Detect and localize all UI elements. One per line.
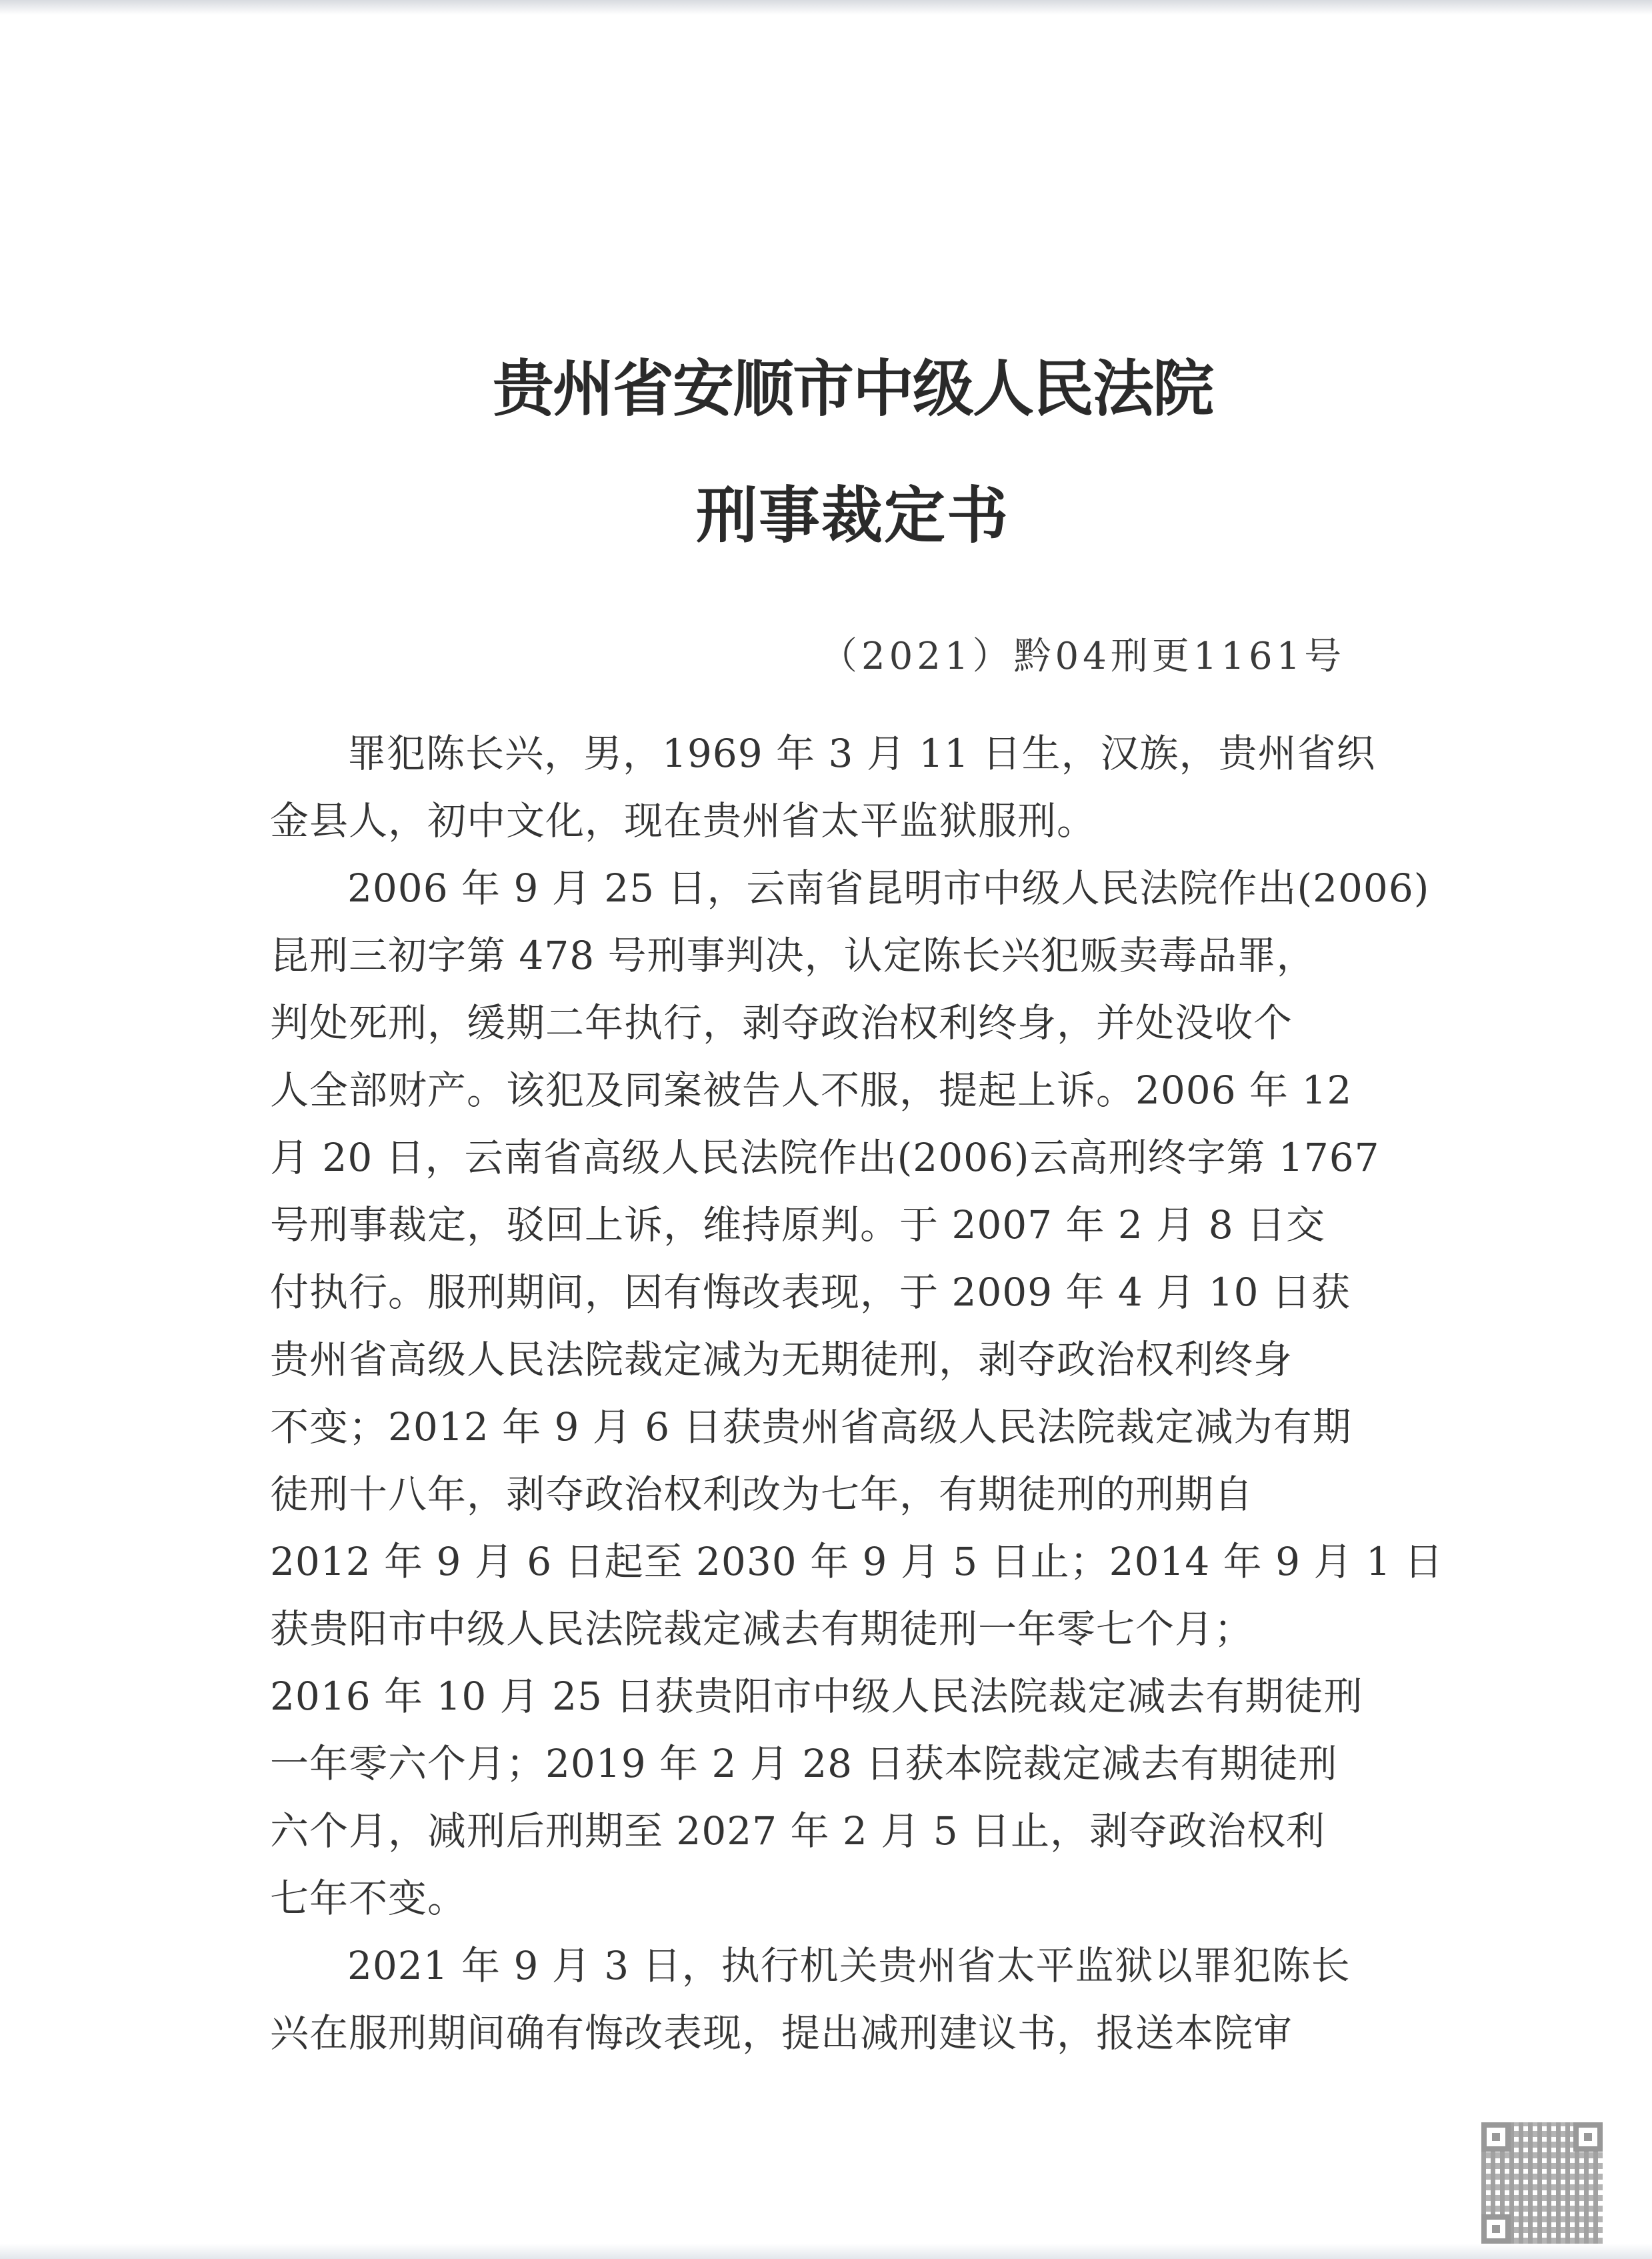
body-line: 七年不变。 [270, 1876, 467, 1921]
body-line: 号刑事裁定，驳回上诉，维持原判。于 2007 年 2 月 8 日交 [270, 1202, 1326, 1248]
body-line: 罪犯陈长兴，男，1969 年 3 月 11 日生，汉族，贵州省织 [347, 731, 1376, 776]
body-line: 付执行。服刑期间，因有悔改表现，于 2009 年 4 月 10 日获 [270, 1270, 1351, 1315]
court-name-heading: 贵州省安顺市中级人民法院 [492, 353, 1213, 425]
document-type-heading: 刑事裁定书 [695, 480, 1009, 551]
body-line: 兴在服刑期间确有悔改表现，提出减刑建议书，报送本院审 [270, 2010, 1293, 2056]
body-line: 六个月，减刑后刑期至 2027 年 2 月 5 日止，剥夺政治权利 [270, 1808, 1326, 1854]
body-line: 不变；2012 年 9 月 6 日获贵州省高级人民法院裁定减为有期 [270, 1404, 1352, 1450]
body-line: 金县人，初中文化，现在贵州省太平监狱服刑。 [270, 798, 1097, 843]
body-line: 2006 年 9 月 25 日，云南省昆明市中级人民法院作出(2006) [347, 865, 1430, 911]
document-body [270, 720, 1444, 2067]
body-line: 昆刑三初字第 478 号刑事判决，认定陈长兴犯贩卖毒品罪， [270, 933, 1316, 978]
body-line: 贵州省高级人民法院裁定减为无期徒刑，剥夺政治权利终身 [270, 1337, 1293, 1382]
case-number: （2021）黔04刑更1161号 [820, 635, 1346, 678]
body-line: 一年零六个月；2019 年 2 月 28 日获本院裁定减去有期徒刑 [270, 1741, 1338, 1786]
scan-bottom-edge [0, 2244, 1652, 2259]
body-line: 2021 年 9 月 3 日，执行机关贵州省太平监狱以罪犯陈长 [347, 1943, 1351, 1988]
qr-code-icon [1481, 2122, 1603, 2244]
body-line: 判处死刑，缓期二年执行，剥夺政治权利终身，并处没收个 [270, 1000, 1293, 1045]
body-line: 获贵阳市中级人民法院裁定减去有期徒刑一年零七个月； [270, 1606, 1254, 1652]
scan-top-edge [0, 0, 1652, 15]
body-line: 徒刑十八年，剥夺政治权利改为七年，有期徒刑的刑期自 [270, 1472, 1254, 1517]
body-line: 月 20 日，云南省高级人民法院作出(2006)云高刑终字第 1767 [270, 1135, 1380, 1180]
body-line: 人全部财产。该犯及同案被告人不服，提起上诉。2006 年 12 [270, 1067, 1353, 1113]
body-line: 2016 年 10 月 25 日获贵阳市中级人民法院裁定减去有期徒刑 [270, 1674, 1363, 1719]
body-line: 2012 年 9 月 6 日起至 2030 年 9 月 5 日止；2014 年 9 月 1 日 [270, 1539, 1444, 1584]
